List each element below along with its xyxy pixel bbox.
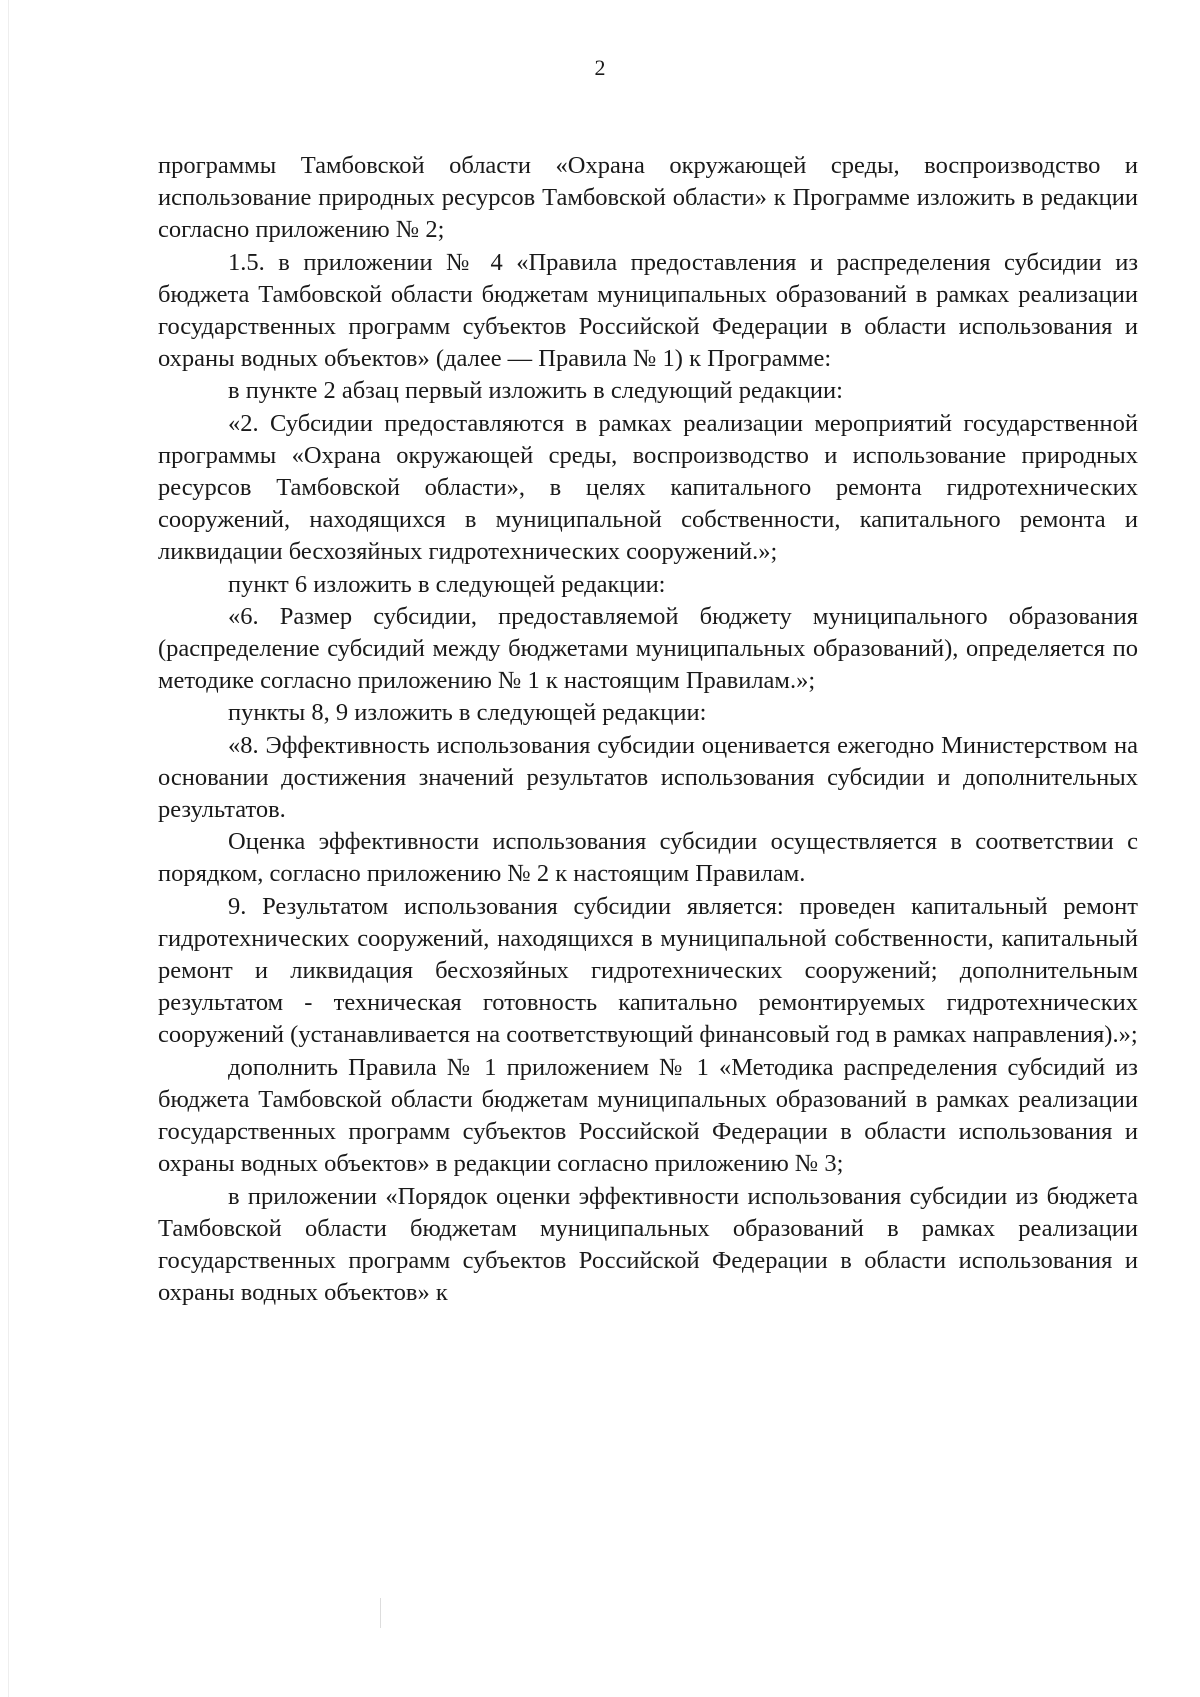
paragraph: пункт 6 изложить в следующей редакции: — [228, 570, 666, 598]
scan-artifact — [380, 1598, 381, 1628]
document-body — [158, 150, 1138, 1309]
scan-artifact — [8, 0, 9, 1697]
paragraph: в приложении «Порядок оценки эффективности использования субсидии из бюджета Тамбовской области бюджетам муниципальных образований в рамках реализации государственных программ субъектов Российской Федерации в области использования и охраны водных объектов» к — [158, 1182, 1138, 1307]
paragraph: дополнить Правила № 1 приложением № 1 «Методика распределения субсидий из бюджета Тамбовской области бюджетам муниципальных образований в рамках реализации государственных программ субъектов Российской Федерации в области использования и охраны водных объектов» в редакции согласно приложению № 3; — [158, 1053, 1138, 1178]
paragraph: 1.5. в приложении № 4 «Правила предоставления и распределения субсидии из бюджета Тамбовской области бюджетам муниципальных образований в рамках реализации государственных программ субъектов Российской Федерации в области использования и охраны водных объектов» (далее — Правила № 1) к Программе: — [158, 248, 1138, 373]
paragraph: Оценка эффективности использования субсидии осуществляется в соответствии с порядком, согласно приложению № 2 к настоящим Правилам. — [158, 828, 1138, 888]
paragraph: программы Тамбовской области «Охрана окружающей среды, воспроизводство и использование природных ресурсов Тамбовской области» к Программе изложить в редакции согласно приложению № 2; — [158, 152, 1138, 244]
paragraph: «6. Размер субсидии, предоставляемой бюджету муниципального образования (распределение субсидий между бюджетами муниципальных образований), определяется по методике согласно приложению № 1 к настоящим Правилам.»; — [158, 602, 1138, 695]
paragraph: «2. Субсидии предоставляются в рамках реализации мероприятий государственной программы «Охрана окружающей среды, воспроизводство и использование природных ресурсов Тамбовской области», в целях капитального ремонта гидротехнических сооружений, находящихся в муниципальной собственности, капитального ремонта и ликвидации бесхозяйных гидротехнических сооружений.»; — [158, 409, 1138, 566]
page-number: 2 — [594, 55, 606, 80]
paragraph: в пункте 2 абзац первый изложить в следующий редакции: — [228, 377, 843, 405]
paragraph: 9. Результатом использования субсидии является: проведен капитальный ремонт гидротехнических сооружений, находящихся в муниципальной собственности, капитальный ремонт и ликвидация бесхозяйных гидротехнических сооружений; дополнительным результатом - техническая готовность капитально ремонтируемых гидротехнических сооружений (устанавливается на соответствующий финансовый год в рамках направления).»; — [158, 892, 1138, 1049]
paragraph: пункты 8, 9 изложить в следующей редакции: — [228, 699, 707, 727]
paragraph: «8. Эффективность использования субсидии оценивается ежегодно Министерством на основании достижения значений результатов использования субсидии и дополнительных результатов. — [158, 731, 1138, 824]
